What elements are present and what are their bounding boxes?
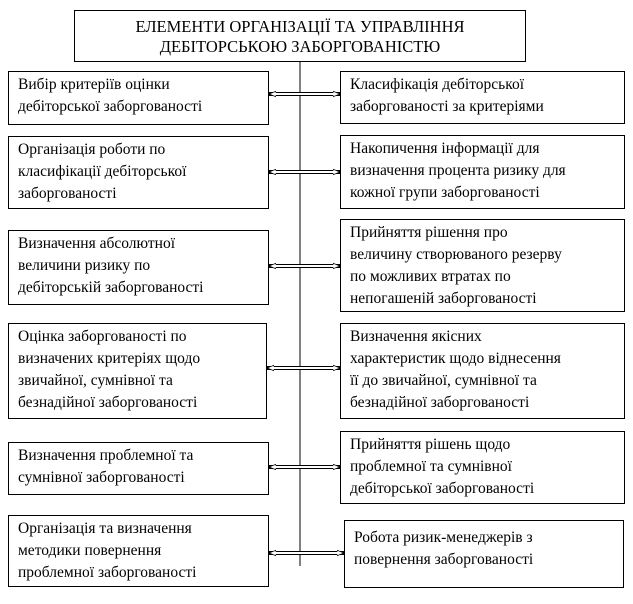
right-box-problem-debt-decisions: Прийняття рішень щодо проблемної та сумнівної дебіторської заборгованості: [340, 431, 625, 504]
left-box-recovery-method: Організація та визначення методики повернення проблемної заборгованості: [8, 515, 269, 587]
left-box-problem-debt: Визначення проблемної та сумнівної заборгованості: [8, 442, 269, 495]
left-box-debt-assessment: Оцінка заборгованості по визначених критеріях щодо звичайної, сумнівної та безнадійної заборгованості: [8, 323, 267, 419]
right-box-quality-characteristics: Визначення якісних характеристик щодо віднесення її до звичайної, сумнівної та безнадійної заборгованості: [340, 323, 625, 419]
left-box-criteria-selection: Вибір критеріїв оцінки дебіторської заборгованості: [8, 71, 269, 125]
left-box-absolute-risk: Визначення абсолютної величини ризику по дебіторській заборгованості: [8, 230, 269, 305]
right-box-information-accumulation: Накопичення інформації для визначення процента ризику для кожної групи заборгованості: [340, 135, 625, 209]
right-box-risk-managers: Робота ризик-менеджерів з повернення заборгованості: [344, 520, 624, 588]
right-box-classification: Класифікація дебіторської заборгованості за критеріями: [340, 71, 625, 124]
left-box-classification-organization: Організація роботи по класифікації дебіторської заборгованості: [8, 136, 269, 209]
diagram-title: ЕЛЕМЕНТИ ОРГАНІЗАЦІЇ ТА УПРАВЛІННЯ ДЕБІТОРСЬКОЮ ЗАБОРГОВАНІСТЮ: [74, 10, 526, 62]
right-box-reserve-decision: Прийняття рішення про величину створюваного резерву по можливих втратах по непогашеній заборгованості: [340, 219, 625, 312]
